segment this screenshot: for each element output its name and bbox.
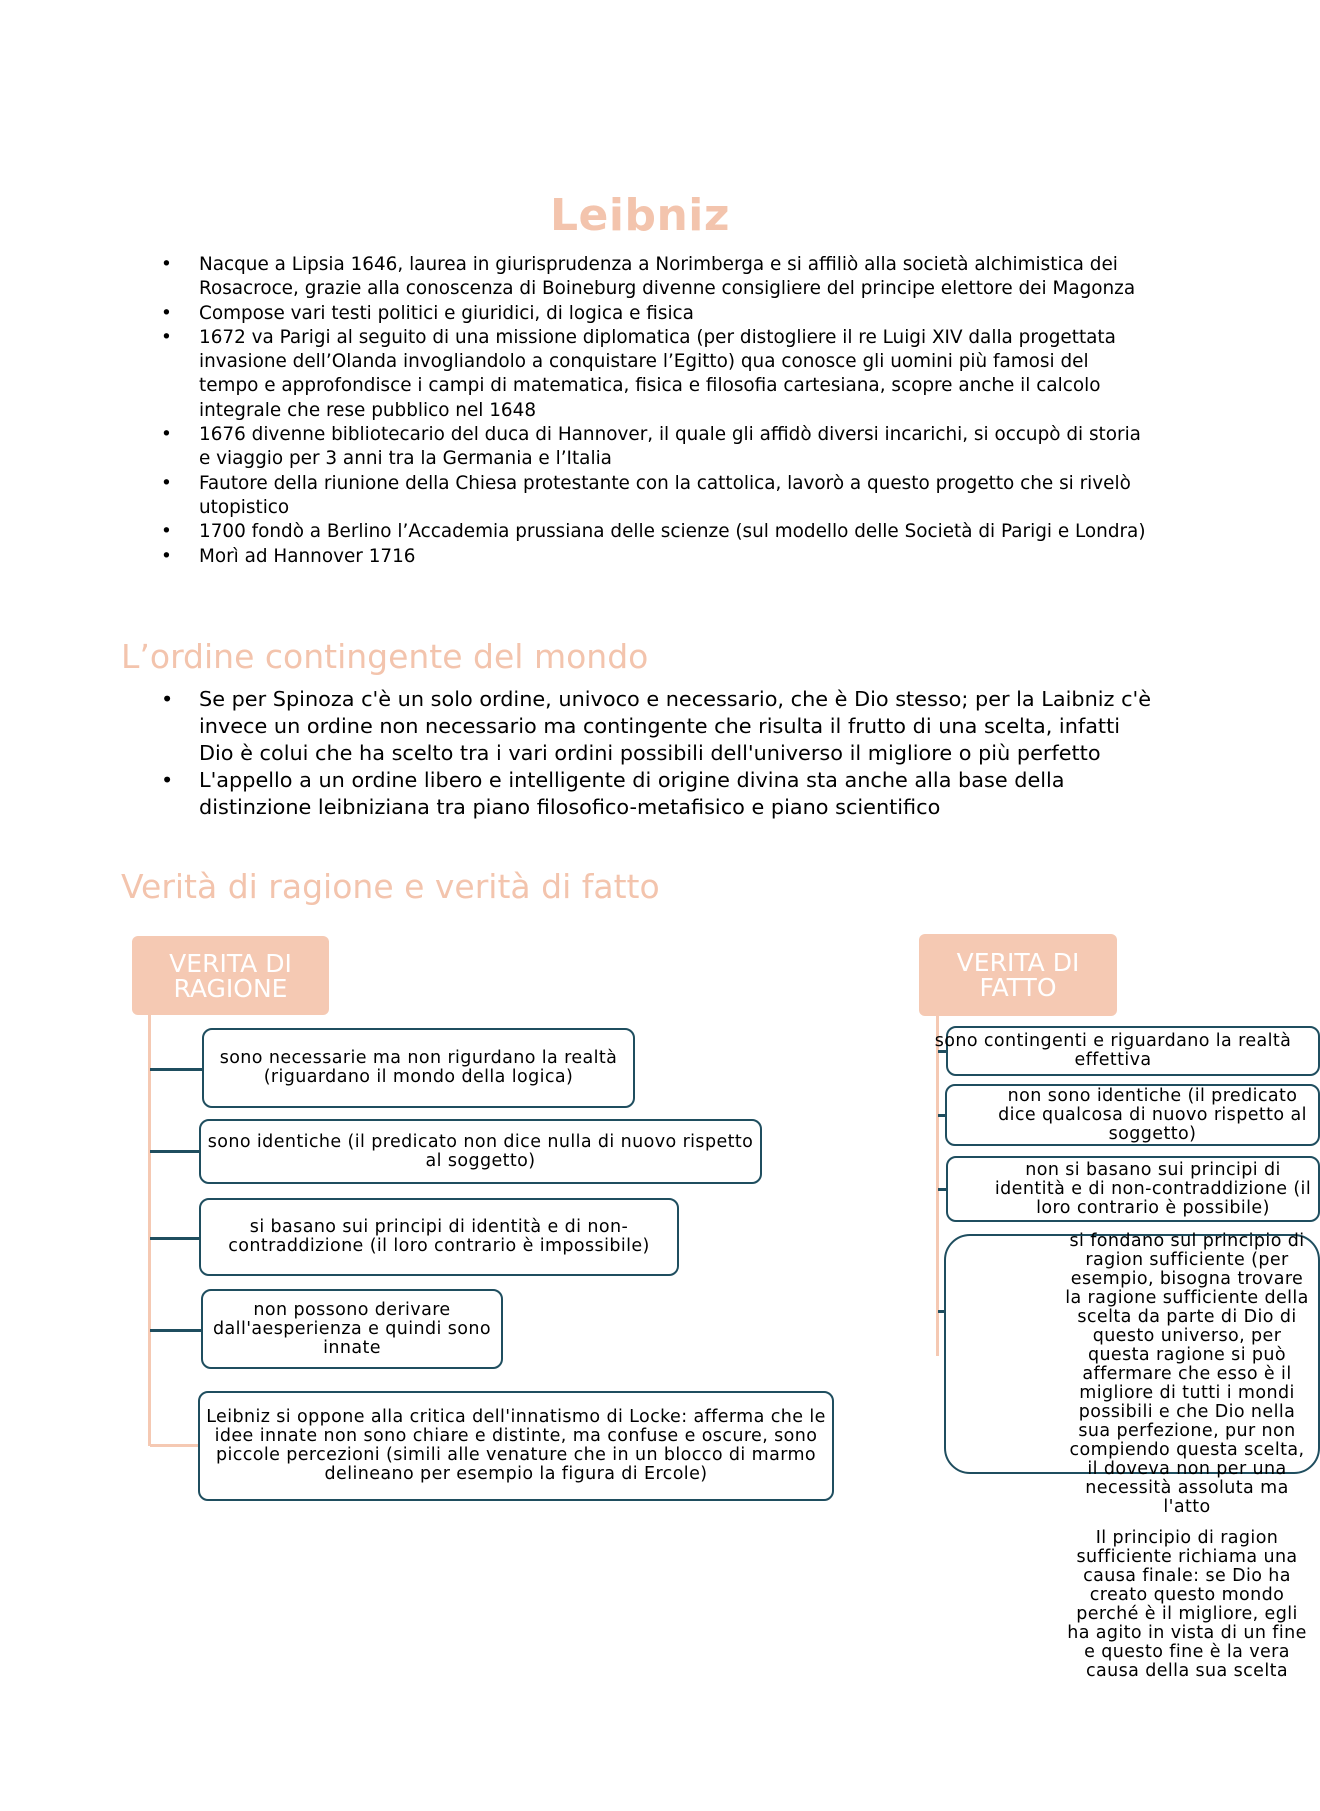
fatto-node-4-para-1: si fondano sul principio di ragion sufficiente (per esempio, bisogna trovare la ragione sufficiente della scelta da parte di Dio di questo universo, per questa ragione si può affermare che esso è il migliore di tutti i mondi possibili e che Dio nella sua perfezione, pur non compiendo questa scelta, il doveva non per una necessità assoluta ma l'atto (1065, 1231, 1309, 1517)
list-item: • 1700 fondò a Berlino l’Accademia prussiana delle scienze (sul modello delle Società di Parigi e Londra) (161, 520, 1146, 544)
ordine-list (161, 686, 1156, 821)
list-item: • L'appello a un ordine libero e intelligente di origine divina sta anche alla base della distinzione leibniziana tra piano filosofico-metafisico e piano scientifico (161, 767, 1156, 821)
ragione-header: VERITA DI RAGIONE (132, 936, 329, 1015)
fatto-node-3 (946, 1156, 1320, 1222)
fatto-node-1-text: sono contingenti e riguardano la realtà effettiva (934, 1031, 1292, 1070)
ragione-node-4: non possono derivare dall'aesperienza e quindi sono innate (201, 1289, 503, 1369)
ragione-branch-line (150, 1150, 200, 1153)
fatto-node-2-text: non sono identiche (il predicato dice qualcosa di nuovo rispetto al soggetto) (998, 1085, 1307, 1144)
list-item: • Se per Spinoza c'è un solo ordine, univoco e necessario, che è Dio stesso; per la Laibniz c'è invece un ordine non necessario ma contingente che risulta il frutto di una scelta, infatti Dio è colui che ha scelto tra i vari ordini possibili dell'universo il migliore o più perfetto (161, 686, 1156, 767)
ragione-node-2: sono identiche (il predicato non dice nulla di nuovo rispetto al soggetto) (199, 1119, 762, 1184)
fatto-node-4-text (1062, 1232, 1312, 1693)
fatto-node-4-para-2: Il principio di ragion sufficiente richiama una causa finale: se Dio ha creato questo mondo perché è il migliore, egli ha agito in vista di un fine e questo fine è la vera causa della sua scelta (1067, 1528, 1307, 1681)
ragione-branch-line (150, 1329, 202, 1332)
ragione-branch-line (150, 1444, 200, 1447)
fatto-branch-line (938, 1188, 946, 1191)
list-item: • Morì ad Hannover 1716 (161, 545, 1146, 569)
ragione-node-3: si basano sui principi di identità e di non-contraddizione (il loro contrario è impossibile) (199, 1198, 679, 1276)
list-item: • Nacque a Lipsia 1646, laurea in giurisprudenza a Norimberga e si affiliò alla società alchimistica dei Rosacroce, grazie alla conoscenza di Boineburg divenne consigliere del principe elettore dei Magonza (161, 253, 1146, 302)
fatto-header: VERITA DI FATTO (919, 934, 1117, 1016)
section-heading-verita: Verità di ragione e verità di fatto (121, 867, 660, 906)
ragione-branch-line (150, 1068, 202, 1071)
list-item: • Compose vari testi politici e giuridici, di logica e fisica (161, 302, 1146, 326)
ragione-branch-line (150, 1237, 200, 1240)
fatto-node-3-text: non si basano sui principi di identità e di non-contraddizione (il loro contrario è possibile) (994, 1159, 1312, 1218)
ragione-trunk-line (148, 1015, 151, 1446)
section-heading-ordine: L’ordine contingente del mondo (121, 637, 649, 676)
ragione-node-5: Leibniz si oppone alla critica dell'innatismo di Locke: afferma che le idee innate non sono chiare e distinte, ma confuse e oscure, sono piccole percezioni (simili alle venature che in un blocco di marmo delineano per esempio la figura di Ercole) (198, 1391, 834, 1501)
page-title: Leibniz (550, 190, 730, 241)
list-item: • 1676 divenne bibliotecario del duca di Hannover, il quale gli affidò diversi incarichi, si occupò di storia e viaggio per 3 anni tra la Germania e l’Italia (161, 423, 1146, 472)
fatto-node-4 (944, 1231, 1320, 1681)
biography-list (161, 253, 1146, 569)
fatto-node-1 (934, 1026, 1320, 1076)
list-item: • Fautore della riunione della Chiesa protestante con la cattolica, lavorò a questo progetto che si rivelò utopistico (161, 472, 1146, 521)
fatto-node-2 (945, 1084, 1320, 1146)
list-item: • 1672 va Parigi al seguito di una missione diplomatica (per distogliere il re Luigi XIV dalla progettata invasione dell’Olanda invogliandolo a conquistare l’Egitto) qua conosce gli uomini più famosi del tempo e approfondisce i campi di matematica, fisica e filosofia cartesiana, scopre anche il calcolo integrale che rese pubblico nel 1648 (161, 326, 1146, 423)
ragione-node-1: sono necessarie ma non rigurdano la realtà (riguardano il mondo della logica) (202, 1028, 635, 1108)
